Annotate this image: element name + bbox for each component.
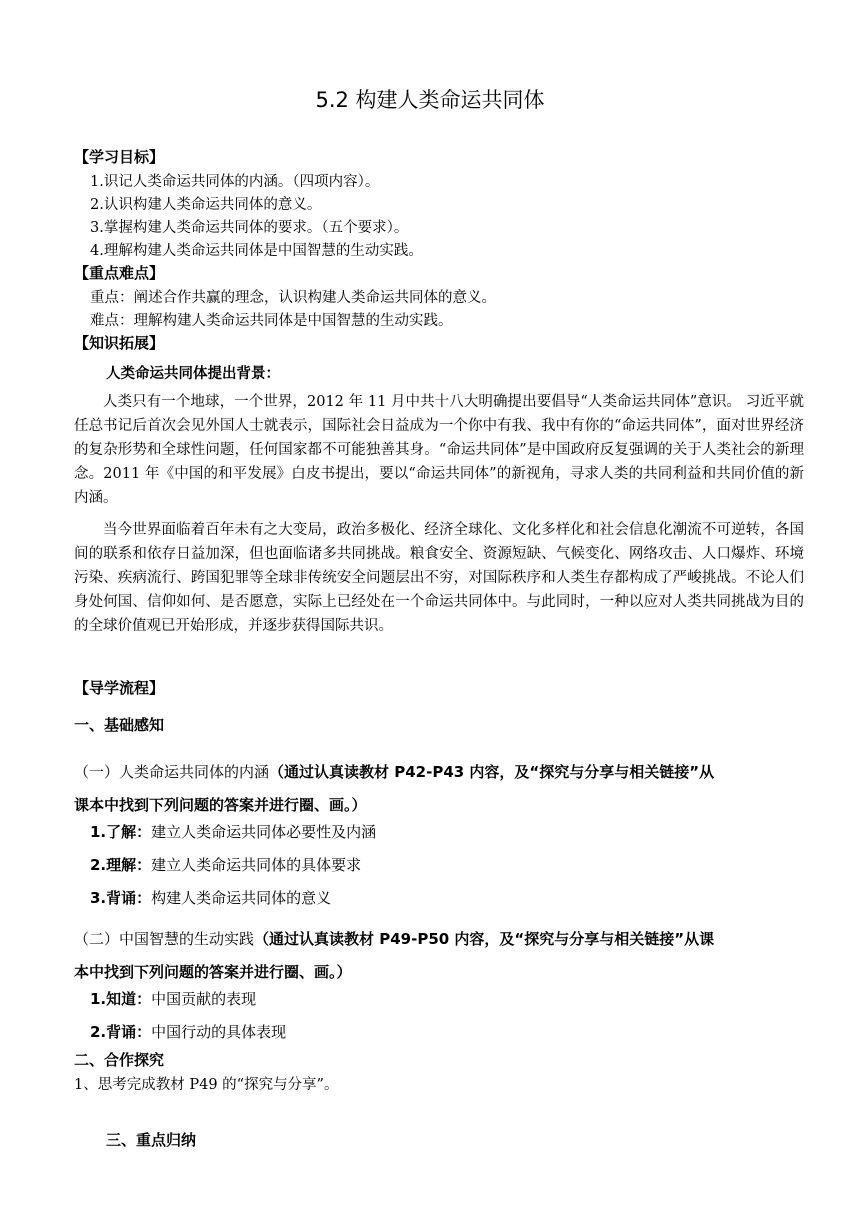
task-item [90, 854, 361, 875]
goal-item: 1.识记人类命运共同体的内涵。（四项内容）。 [90, 174, 380, 190]
difficult-point: 难点：理解构建人类命运共同体是中国智慧的生动实践。 [90, 313, 453, 329]
part-basic-perception: 一、基础感知 [74, 716, 165, 734]
task-item [90, 887, 331, 908]
part-key-summary: 三、重点归纳 [106, 1131, 197, 1149]
key-point: 重点：阐述合作共赢的理念，认识构建人类命运共同体的意义。 [90, 290, 496, 306]
task-text: 建立人类命运共同体的具体要求 [151, 856, 362, 874]
extension-subheader: 人类命运共同体提出背景： [106, 366, 280, 382]
task-label: 3.背诵： [90, 889, 152, 907]
task-text: 建立人类命运共同体必要性及内涵 [151, 823, 377, 841]
subsection-title [74, 928, 714, 949]
goal-item: 4.理解构建人类命运共同体是中国智慧的生动实践。 [90, 243, 423, 259]
task-item [90, 988, 256, 1009]
extension-paragraph: 人类只有一个地球，一个世界，2012 年 11 月中共十八大明确提出要倡导“人类命运共同体”意识。 习近平就任总书记后首次会见外国人士就表示，国际社会日益成为一个你中有我、我中有你的“命运共同体”，面对世界经济的复杂形势和全球性问题，任何国家都不可能独善其身。“命运共同体”是中国政府反复强调的关于人类社会的新理念。2011 年《中国的和平发展》白皮书提出，要以“命运共同体”的新视角，寻求人类的共同利益和共同价值的新内涵。 [74, 394, 804, 506]
extension-header: 【知识拓展】 [74, 334, 165, 352]
process-header: 【导学流程】 [74, 679, 165, 697]
subsection-heading: （二）中国智慧的生动实践 [74, 930, 255, 948]
extension-paragraph: 当今世界面临着百年未有之大变局，政治多极化、经济全球化、文化多样化和社会信息化潮流不可逆转，各国间的联系和依存日益加深，但也面临诸多共同挑战。粮食安全、资源短缺、气候变化、网络攻击、人口爆炸、环境污染、疾病流行、跨国犯罪等全球非传统安全问题层出不穷，对国际秩序和人类生存都构成了严峻挑战。不论人们身处何国、信仰如何、是否愿意，实际上已经处在一个命运共同体中。与此同时，一种以应对人类共同挑战为目的的全球价值观已开始形成，并逐步获得国际共识。 [74, 522, 804, 634]
subsection-note: 课本中找到下列问题的答案并进行圈、画。） [74, 796, 367, 814]
key-points-header: 【重点难点】 [74, 264, 165, 282]
task-label: 1.了解： [90, 823, 152, 841]
subsection-note: （通过认真读教材 P49-P50 内容，及“探究与分享与相关链接”从课 [254, 930, 715, 948]
goal-item: 2.认识构建人类命运共同体的意义。 [90, 197, 322, 213]
part-cooperative-inquiry: 二、合作探究 [74, 1051, 165, 1069]
subsection-note: 本中找到下列问题的答案并进行圈、画。） [74, 963, 352, 981]
subsection-note: （通过认真读教材 P42-P43 内容，及“探究与分享与相关链接”从 [269, 763, 715, 781]
subsection-note-cont [74, 794, 367, 815]
subsection-title [74, 761, 714, 782]
page-title: 5.2 构建人类命运共同体 [315, 88, 545, 112]
task-label: 1.知道： [90, 990, 152, 1008]
task-text: 构建人类命运共同体的意义 [151, 889, 332, 907]
goal-item: 3.掌握构建人类命运共同体的要求。（五个要求）。 [90, 220, 409, 236]
task-text: 中国贡献的表现 [151, 990, 257, 1008]
inquiry-item: 1、思考完成教材 P49 的“探究与分享”。 [74, 1077, 339, 1093]
task-item [90, 1021, 286, 1042]
subsection-heading: （一）人类命运共同体的内涵 [74, 763, 270, 781]
task-item [90, 821, 376, 842]
subsection-note-cont [74, 961, 352, 982]
task-text: 中国行动的具体表现 [151, 1023, 287, 1041]
task-label: 2.背诵： [90, 1023, 152, 1041]
goals-header: 【学习目标】 [74, 148, 165, 166]
task-label: 2.理解： [90, 856, 152, 874]
